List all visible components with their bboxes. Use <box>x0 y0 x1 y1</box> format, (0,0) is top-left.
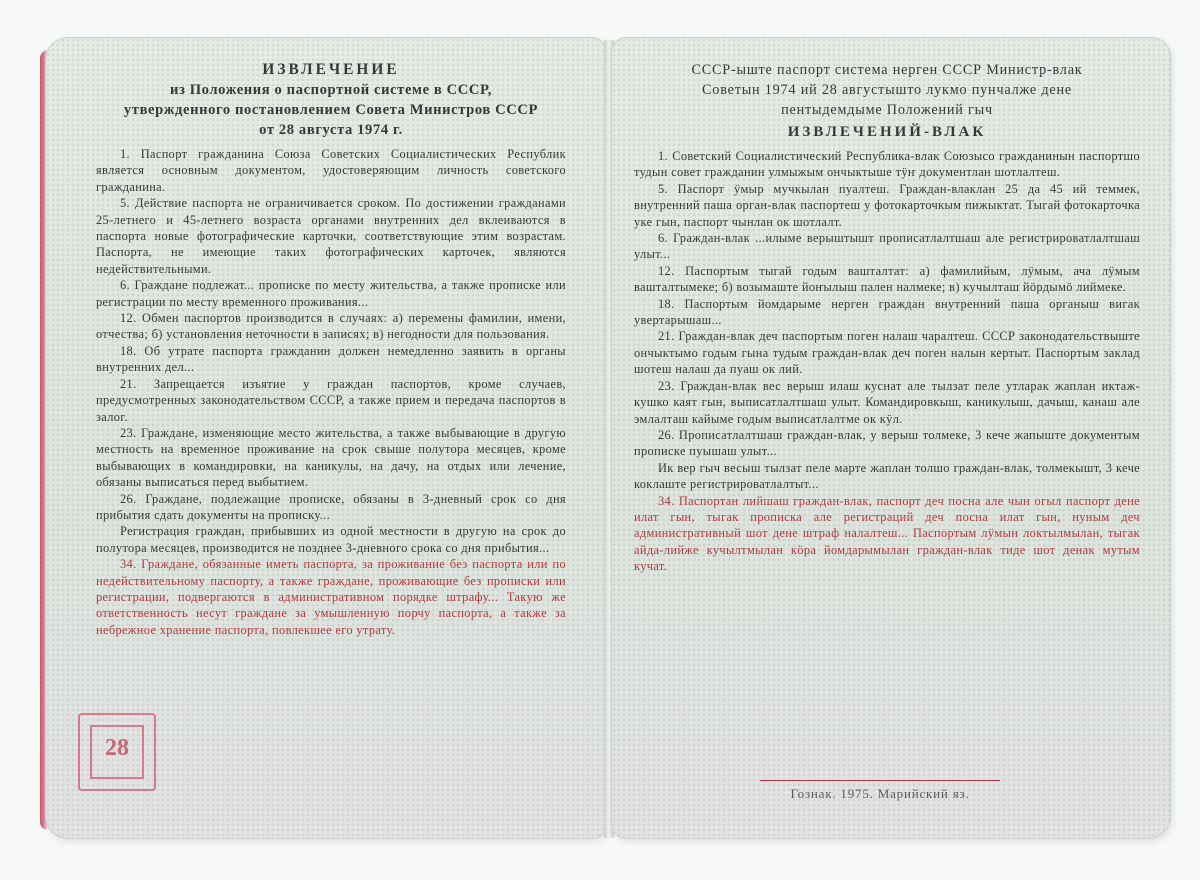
right-paragraph: 21. Граждан-влак деч паспортым поген налаш чаралтеш. СССР законодательствыште ончыктымо годым гына тудым граждан-влак деч поген налын кертыт. Паспортым заклад шотеш налаш да пуаш ок лий. <box>634 329 1140 377</box>
right-heading-line: Советын 1974 ий 28 августышто лукмо пунчалже дене <box>702 82 1072 98</box>
left-paragraph: 18. Об утрате паспорта гражданин должен немедленно заявить в органы внутренних дел... <box>96 343 566 375</box>
right-page-text <box>634 60 1140 575</box>
footer-rule <box>760 780 1000 781</box>
right-paragraph: 12. Паспортым тыгай годым вашталтат: а) фамилийым, лӱмым, ача лӱмым вашталтымеке; б) возымаште йоҥылыш пален налмеке; в) кучылташ йӧрдымӧ лиймеке. <box>634 263 1140 295</box>
left-paragraph: 26. Граждане, подлежащие прописке, обязаны в 3-дневный срок со дня прибытия сдать документы на прописку... <box>96 491 566 522</box>
right-paragraph: 5. Паспорт ӱмыр мучкылан пуалтеш. Граждан-влаклан 25 да 45 ий теммек, внутренний паша орган-влак паспортеш у фотокарточкым пижыктат. Тыгай фотокарточка уке гын, паспорт чынлан ок шотлалт. <box>634 181 1140 229</box>
right-heading-line: пентыдемдыме Положений гыч <box>781 102 993 118</box>
printer-imprint: Гознак. 1975. Марийский яз. <box>790 786 970 801</box>
right-page <box>612 38 1170 838</box>
left-paragraph: 6. Граждане подлежат... прописке по месту жительства, а также прописке или регистрации по месту временного проживания... <box>96 278 566 309</box>
left-heading-line: утвержденного постановлением Совета Министров СССР <box>123 102 539 118</box>
left-paragraph: 12. Обмен паспортов производится в случаях: а) перемены фамилии, имени, отчества; б) установления неточности в записях; в) негодности для пользования. <box>96 311 566 342</box>
right-title: ИЗВЛЕЧЕНИЙ-ВЛАК <box>787 124 987 140</box>
left-heading-line: из Положения о паспортной системе в СССР, <box>170 82 492 98</box>
left-paragraph: 23. Граждане, изменяющие место жительства, а также выбывающие в другую местность на временное проживание на срок свыше полутора месяцев, кроме выбывающих в командировки, на каникулы, на дачу, на отдых или лечение, обязаны выписаться перед выбытием. <box>96 425 566 490</box>
left-title: ИЗВЛЕЧЕНИЕ <box>262 61 400 78</box>
right-paragraph: Ик вер гыч весыш тылзат пеле марте жаплан толшо граждан-влак, толмекышт, 3 кече коклаште регистрироватлалтыт... <box>634 460 1140 492</box>
page-number-emblem <box>78 713 156 791</box>
right-red-paragraph: 34. Паспортан лийшаш граждан-влак, паспорт деч посна але чын огыл паспорт дене илат гын, тыгак прописка але регистраций деч посна илат гын, нуным деч административный шот дене штраф налалтеш... Паспортым лӱмын локтылмылан, тыгак айда-лийже кучылтмылан кӧра йомдарымылан граждан-влак тиде шот денак мутым кучат. <box>634 493 1140 574</box>
right-paragraph: 1. Советский Социалистический Республика-влак Союзысо гражданинын паспортшо тудын совет гражданин улмыжым ончыктыше тӱҥ документлан шотлалтеш. <box>634 149 1140 180</box>
left-paragraph: 5. Действие паспорта не ограничивается сроком. По достижении гражданами 25-летнего и 45-летнего возраста органами внутренних дел вклеиваются в паспорта новые фотографические карточки, соответствующие этим возрастам. Паспорта, не имеющие таких фотографических карточек, являются недействительными. <box>96 196 566 276</box>
right-paragraph: 26. Прописатлалтшаш граждан-влак, у верыш толмеке, 3 кече жапыште документым прописке пуышаш улыт... <box>634 427 1140 459</box>
left-paragraph: 1. Паспорт гражданина Союза Советских Социалистических Республик является основным документом, удостоверяющим личность советского гражданина. <box>96 147 566 194</box>
left-page <box>46 38 606 838</box>
page-number: 28 <box>105 735 129 761</box>
right-paragraph: 18. Паспортым йомдарыме нерген граждан внутренний паша органыш вигак увертарышаш... <box>634 296 1140 328</box>
left-red-paragraph: 34. Граждане, обязанные иметь паспорта, за проживание без паспорта или по недействительному паспорту, а также граждане, проживающие без прописки или регистрации, подвергаются в административном порядке штрафу... Такую же ответственность несут граждане за умышленную порчу паспорта, а также за небрежное хранение паспорта, повлекшее его утрату. <box>96 557 566 637</box>
right-heading <box>634 60 1140 142</box>
left-heading <box>96 60 566 140</box>
left-page-text <box>96 60 566 638</box>
left-paragraph: Регистрация граждан, прибывших из одной местности в другую на срок до полутора месяцев, производится не позднее 3-дневного срока со дня прибытия... <box>96 524 566 555</box>
right-paragraph: 23. Граждан-влак вес верыш илаш куснат але тылзат пеле утларак жаплан иктаж-кушко каят гын, выписатлалтшаш улыт. Командировкыш, каникулыш, дачыш, канаш але эмлалташ кайыме годым выписатлалтме ок кӱл. <box>634 378 1140 426</box>
right-paragraph: 6. Граждан-влак ...илыме верыштышт прописатлалтшаш але регистрироватлалтшаш улыт... <box>634 231 1140 262</box>
right-heading-line: СССР-ыште паспорт система нерген СССР Министр-влак <box>691 62 1083 78</box>
left-heading-line: от 28 августа 1974 г. <box>259 122 403 138</box>
left-paragraph: 21. Запрещается изъятие у граждан паспортов, кроме случаев, предусмотренных законодательством СССР, а также прием и передача паспортов в залог. <box>96 376 566 424</box>
